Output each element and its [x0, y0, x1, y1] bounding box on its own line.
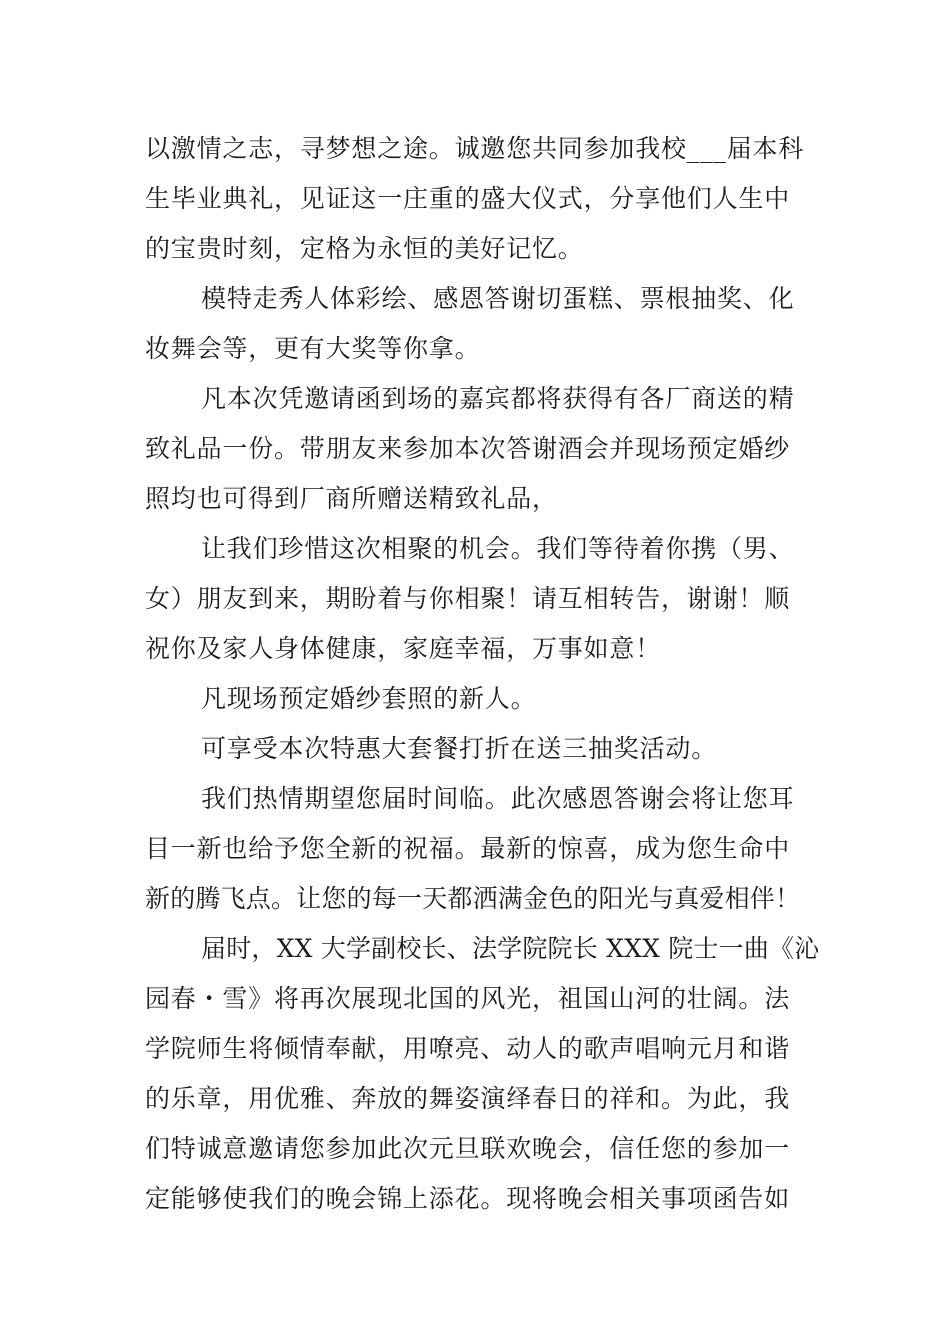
text-line: 模特走秀人体彩绘、感恩答谢切蛋糕、票根抽奖、化: [201, 284, 795, 313]
text-line: 园春・雪》将再次展现北国的风光，祖国山河的壮阔。法: [145, 984, 791, 1013]
text-line: 的乐章，用优雅、奔放的舞姿演绎春日的祥和。为此，我: [145, 1084, 791, 1113]
text-line: 学院师生将倾情奉献，用嘹亮、动人的歌声唱响元月和谐: [145, 1034, 791, 1063]
text-line: 致礼品一份。带朋友来参加本次答谢酒会并现场预定婚纱: [145, 434, 791, 463]
text-line: 妆舞会等，更有大奖等你拿。: [145, 334, 481, 363]
document-body: [145, 124, 820, 1224]
text-line: 目一新也给予您全新的祝福。最新的惊喜，成为您生命中: [145, 834, 791, 863]
text-line: 让我们珍惜这次相聚的机会。我们等待着你携（男、: [201, 534, 795, 563]
text-line: 定能够使我们的晚会锦上添花。现将晚会相关事项函告如: [145, 1184, 791, 1213]
text-line: 届时，XX 大学副校长、法学院院长 XXX 院士一曲《沁: [201, 934, 820, 963]
text-line: 照均也可得到厂商所赠送精致礼品，: [145, 484, 558, 513]
text-line: 凡现场预定婚纱套照的新人。: [201, 684, 537, 713]
text-line: 以激情之志，寻梦想之途。诚邀您共同参加我校___届本科: [145, 134, 805, 163]
text-line: 凡本次凭邀请函到场的嘉宾都将获得有各厂商送的精: [201, 384, 795, 413]
text-line: 可享受本次特惠大套餐打折在送三抽奖活动。: [201, 734, 718, 763]
text-line: 女）朋友到来，期盼着与你相聚！请互相转告，谢谢！顺: [145, 584, 791, 613]
text-line: 新的腾飞点。让您的每一天都洒满金色的阳光与真爱相伴！: [145, 884, 801, 913]
text-line: 我们热情期望您届时间临。此次感恩答谢会将让您耳: [201, 784, 795, 813]
text-line: 生毕业典礼，见证这一庄重的盛大仪式，分享他们人生中: [145, 184, 791, 213]
text-line: 们特诚意邀请您参加此次元旦联欢晚会，信任您的参加一: [145, 1134, 791, 1163]
text-line: 祝你及家人身体健康，家庭幸福，万事如意！: [145, 634, 662, 663]
text-line: 的宝贵时刻，定格为永恒的美好记忆。: [145, 234, 584, 263]
